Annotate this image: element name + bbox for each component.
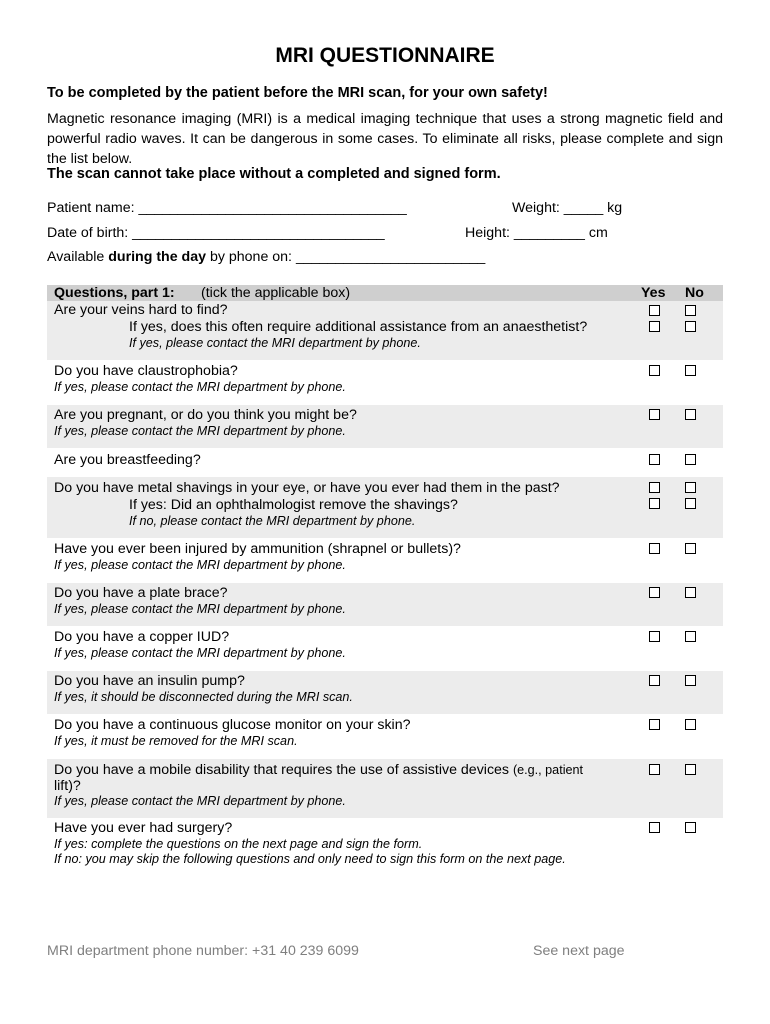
checkbox-surgery-yes[interactable]: [649, 822, 660, 833]
question-pregnant: Are you pregnant, or do you think you might be?: [54, 407, 357, 423]
question-plate-brace: Do you have a plate brace?: [54, 585, 228, 601]
checkbox-metal-sub-yes[interactable]: [649, 498, 660, 509]
questions-heading: Questions, part 1:: [54, 285, 175, 301]
checkbox-veins-no[interactable]: [685, 305, 696, 316]
checkbox-surgery-no[interactable]: [685, 822, 696, 833]
question-mobility-example: (e.g., patient: [512, 763, 583, 777]
question-ammunition: Have you ever been injured by ammunition (shrapnel or bullets)?: [54, 541, 461, 557]
checkbox-plate-yes[interactable]: [649, 587, 660, 598]
available-suffix: by phone on: ________________________: [206, 249, 486, 265]
checkbox-iud-yes[interactable]: [649, 631, 660, 642]
note-metal: If no, please contact the MRI department by phone.: [129, 514, 416, 528]
checkbox-breastfeeding-no[interactable]: [685, 454, 696, 465]
note-copper-iud: If yes, please contact the MRI department by phone.: [54, 646, 346, 660]
page-title: MRI QUESTIONNAIRE: [275, 44, 495, 67]
note-veins: If yes, please contact the MRI department by phone.: [129, 336, 421, 350]
note-insulin-pump: If yes, it should be disconnected during the MRI scan.: [54, 690, 353, 704]
weight-field[interactable]: Weight: _____ kg: [512, 200, 623, 216]
checkbox-insulin-no[interactable]: [685, 675, 696, 686]
patient-name-field[interactable]: Patient name: __________________________________: [47, 200, 407, 216]
checkbox-iud-no[interactable]: [685, 631, 696, 642]
phone-field[interactable]: [47, 249, 485, 265]
note-ammunition: If yes, please contact the MRI department by phone.: [54, 558, 346, 572]
note-plate-brace: If yes, please contact the MRI department by phone.: [54, 602, 346, 616]
no-column-header: No: [685, 285, 704, 301]
checkbox-metal-sub-no[interactable]: [685, 498, 696, 509]
available-prefix: Available: [47, 249, 109, 265]
checkbox-veins-sub-no[interactable]: [685, 321, 696, 332]
note-glucose-monitor: If yes, it must be removed for the MRI scan.: [54, 734, 298, 748]
checkbox-mobility-yes[interactable]: [649, 764, 660, 775]
warning-text: The scan cannot take place without a completed and signed form.: [47, 166, 501, 182]
checkbox-veins-yes[interactable]: [649, 305, 660, 316]
yes-column-header: Yes: [641, 285, 666, 301]
lead-text: To be completed by the patient before the MRI scan, for your own safety!: [47, 85, 548, 101]
note-pregnant: If yes, please contact the MRI department by phone.: [54, 424, 346, 438]
question-metal-shavings: Do you have metal shavings in your eye, or have you ever had them in the past?: [54, 480, 560, 496]
height-field[interactable]: Height: _________ cm: [465, 225, 608, 241]
question-veins-sub: If yes, does this often require additional assistance from an anaesthetist?: [129, 319, 588, 335]
checkbox-ammunition-yes[interactable]: [649, 543, 660, 554]
checkbox-breastfeeding-yes[interactable]: [649, 454, 660, 465]
note-claustrophobia: If yes, please contact the MRI department by phone.: [54, 380, 346, 394]
checkbox-mobility-no[interactable]: [685, 764, 696, 775]
date-of-birth-field[interactable]: Date of birth: ________________________________: [47, 225, 385, 241]
checkbox-claustrophobia-yes[interactable]: [649, 365, 660, 376]
checkbox-plate-no[interactable]: [685, 587, 696, 598]
checkbox-metal-no[interactable]: [685, 482, 696, 493]
intro-paragraph: Magnetic resonance imaging (MRI) is a medical imaging technique that uses a strong magnetic field and powerful radio waves. It can be dangerous in some cases. To eliminate all risks, please complete and sign the list below.: [47, 111, 723, 167]
question-metal-sub: If yes: Did an ophthalmologist remove the shavings?: [129, 497, 458, 513]
checkbox-veins-sub-yes[interactable]: [649, 321, 660, 332]
note-surgery-no: If no: you may skip the following questions and only need to sign this form on the next page.: [54, 852, 566, 866]
checkbox-glucose-yes[interactable]: [649, 719, 660, 730]
question-claustrophobia: Do you have claustrophobia?: [54, 363, 238, 379]
checkbox-pregnant-no[interactable]: [685, 409, 696, 420]
question-breastfeeding: Are you breastfeeding?: [54, 452, 201, 468]
question-veins: Are your veins hard to find?: [54, 302, 228, 318]
question-mobility-continued: lift)?: [54, 778, 81, 794]
note-mobility: If yes, please contact the MRI department by phone.: [54, 794, 346, 808]
footer-next-page: See next page: [533, 943, 625, 959]
available-bold: during the day: [108, 249, 207, 265]
checkbox-claustrophobia-no[interactable]: [685, 365, 696, 376]
question-mobility: [54, 762, 583, 778]
question-mobility-text: Do you have a mobile disability that requires the use of assistive devices: [54, 762, 510, 778]
question-glucose-monitor: Do you have a continuous glucose monitor on your skin?: [54, 717, 411, 733]
note-surgery-yes: If yes: complete the questions on the next page and sign the form.: [54, 837, 423, 851]
checkbox-glucose-no[interactable]: [685, 719, 696, 730]
questions-instruction: (tick the applicable box): [201, 285, 351, 301]
checkbox-ammunition-no[interactable]: [685, 543, 696, 554]
question-insulin-pump: Do you have an insulin pump?: [54, 673, 245, 689]
question-copper-iud: Do you have a copper IUD?: [54, 629, 230, 645]
footer-phone: MRI department phone number: +31 40 239 6099: [47, 943, 359, 959]
checkbox-pregnant-yes[interactable]: [649, 409, 660, 420]
checkbox-insulin-yes[interactable]: [649, 675, 660, 686]
checkbox-metal-yes[interactable]: [649, 482, 660, 493]
question-surgery: Have you ever had surgery?: [54, 820, 233, 836]
